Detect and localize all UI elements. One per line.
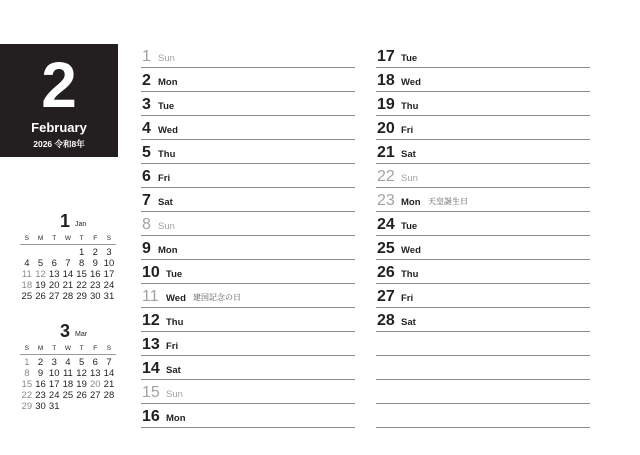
mini-date: 23 [35, 390, 46, 401]
weekday-label: Sat [166, 365, 181, 376]
day-row [141, 92, 355, 116]
day-number: 8 [142, 216, 151, 233]
day-number: 1 [142, 48, 151, 65]
mini-date: 24 [48, 390, 60, 401]
mini-date: 19 [35, 280, 46, 291]
weekday-label: Sun [158, 221, 175, 232]
mini-weekday-label: W [64, 345, 71, 352]
day-row [376, 164, 590, 188]
weekday-label: Tue [166, 269, 183, 280]
day-number: 11 [142, 288, 159, 305]
mini-date: 29 [76, 291, 87, 302]
day-row [141, 404, 355, 428]
mini-date [20, 247, 34, 258]
month-header [0, 44, 118, 157]
day-row [141, 68, 355, 92]
mini-weekday-label: S [24, 345, 30, 352]
weekday-label: Sat [401, 149, 416, 160]
day-number: 20 [377, 120, 395, 137]
mini-date: 1 [24, 357, 30, 368]
day-number: 15 [142, 384, 160, 401]
mini-weekday-label: T [52, 345, 57, 352]
mini-date: 17 [48, 379, 60, 390]
weekday-label: Tue [401, 53, 418, 64]
day-row [376, 308, 590, 332]
mini-date: 26 [35, 291, 46, 302]
day-row [141, 164, 355, 188]
weekday-label: Thu [401, 101, 419, 112]
year: 2026 [33, 139, 53, 149]
day-number: 9 [142, 240, 151, 257]
weekday-label: Sun [158, 53, 175, 64]
weekday-label: Wed [166, 293, 186, 304]
mini-date: 25 [62, 390, 74, 401]
mini-week-row [20, 258, 116, 269]
mini-weekday-label: T [52, 235, 57, 242]
day-number: 3 [142, 96, 151, 113]
mini-weekday-label: M [37, 345, 44, 352]
mini-week-row [20, 357, 116, 368]
blank-day-row [376, 332, 590, 356]
day-row [141, 236, 355, 260]
mini-month-abbr: Mar [75, 331, 88, 338]
day-number: 22 [377, 168, 395, 185]
mini-date: 18 [21, 280, 33, 291]
day-number: 21 [377, 144, 395, 161]
weekday-label: Sun [401, 173, 418, 184]
weekday-label: Fri [158, 173, 171, 184]
day-number: 17 [377, 48, 395, 65]
mini-date: 12 [35, 269, 46, 280]
weekday-label: Fri [401, 125, 414, 136]
mini-date [61, 247, 75, 258]
mini-date: 19 [76, 379, 87, 390]
mini-date: 1 [78, 247, 85, 258]
weekday-label: Sat [158, 197, 173, 208]
mini-date: 12 [76, 368, 87, 379]
mini-calendar-january [20, 211, 116, 302]
day-number: 4 [142, 120, 151, 137]
day-row [141, 380, 355, 404]
era-year: 令和8年 [54, 139, 85, 149]
mini-date: 15 [76, 269, 87, 280]
day-number: 7 [142, 192, 151, 209]
mini-date: 4 [65, 357, 71, 368]
mini-date: 21 [62, 280, 74, 291]
mini-date: 25 [21, 291, 33, 302]
mini-date: 31 [103, 291, 115, 302]
day-row [376, 68, 590, 92]
mini-date: 29 [21, 401, 33, 412]
mini-date: 14 [103, 368, 115, 379]
mini-date: 10 [48, 368, 60, 379]
day-row [376, 92, 590, 116]
mini-date [75, 401, 89, 412]
mini-weekday-label: T [79, 345, 84, 352]
mini-date: 8 [24, 368, 30, 379]
mini-date: 5 [78, 357, 85, 368]
mini-date: 6 [51, 258, 57, 269]
mini-weekday-label: F [93, 235, 98, 242]
mini-date: 9 [92, 258, 98, 269]
mini-date: 16 [89, 269, 101, 280]
day-row [376, 116, 590, 140]
weekday-label: Mon [158, 245, 178, 256]
day-row [376, 212, 590, 236]
day-number: 14 [142, 360, 160, 377]
mini-date: 14 [62, 269, 74, 280]
day-row [376, 44, 590, 68]
mini-weekday-label: S [106, 235, 112, 242]
day-number: 24 [377, 216, 395, 233]
day-row [141, 140, 355, 164]
mini-grid [20, 344, 116, 412]
blank-day-row [376, 404, 590, 428]
mini-date [61, 401, 75, 412]
weekday-label: Wed [158, 125, 178, 136]
mini-week-row [20, 401, 116, 412]
mini-date [88, 401, 102, 412]
mini-week-row [20, 291, 116, 302]
mini-date: 13 [89, 368, 101, 379]
day-row [141, 332, 355, 356]
mini-date: 22 [21, 390, 33, 401]
mini-weekday-header [20, 234, 116, 245]
mini-date [47, 247, 61, 258]
mini-date: 4 [24, 258, 30, 269]
mini-calendar-march [20, 321, 116, 412]
mini-date: 2 [37, 357, 44, 368]
mini-date: 30 [89, 291, 101, 302]
day-row [376, 260, 590, 284]
mini-date: 16 [35, 379, 46, 390]
weekday-label: Mon [401, 197, 421, 208]
blank-day-row [376, 356, 590, 380]
day-number: 19 [377, 96, 395, 113]
mini-date: 26 [76, 390, 87, 401]
mini-week-row [20, 269, 116, 280]
day-row [376, 140, 590, 164]
day-row [141, 188, 355, 212]
day-row [141, 116, 355, 140]
mini-date: 28 [103, 390, 115, 401]
weekday-label: Mon [166, 413, 186, 424]
mini-date: 20 [48, 280, 60, 291]
mini-weekday-label: S [106, 345, 112, 352]
holiday-label: 建国記念の日 [193, 293, 241, 302]
mini-date: 30 [35, 401, 46, 412]
day-row [376, 284, 590, 308]
day-number: 5 [142, 144, 151, 161]
mini-week-row [20, 390, 116, 401]
day-row [141, 212, 355, 236]
blank-day-row [376, 380, 590, 404]
mini-weekday-label: W [64, 235, 71, 242]
mini-weekday-label: T [79, 235, 84, 242]
day-number: 28 [377, 312, 395, 329]
mini-date: 28 [62, 291, 74, 302]
day-row [141, 308, 355, 332]
mini-week-row [20, 368, 116, 379]
mini-month-number: 1 [60, 211, 71, 231]
day-number: 25 [377, 240, 395, 257]
day-number: 13 [142, 336, 160, 353]
day-row [141, 356, 355, 380]
mini-date: 18 [62, 379, 74, 390]
mini-date: 5 [37, 258, 44, 269]
weekday-label: Sun [166, 389, 183, 400]
mini-weekday-label: S [24, 235, 30, 242]
mini-date: 6 [92, 357, 98, 368]
mini-week-row [20, 379, 116, 390]
day-list-left [141, 44, 355, 428]
mini-date [102, 401, 116, 412]
mini-date: 9 [37, 368, 44, 379]
mini-weekday-header [20, 344, 116, 355]
day-row [141, 284, 355, 308]
mini-date: 27 [48, 291, 60, 302]
year-line [0, 138, 118, 150]
day-number: 18 [377, 72, 395, 89]
mini-month-number: 3 [60, 321, 71, 341]
day-row [141, 44, 355, 68]
weekday-label: Thu [401, 269, 419, 280]
mini-date: 13 [48, 269, 60, 280]
weekday-label: Fri [401, 293, 414, 304]
weekday-label: Mon [158, 77, 178, 88]
weekday-label: Fri [166, 341, 179, 352]
day-row [376, 188, 590, 212]
day-number: 26 [377, 264, 395, 281]
mini-date: 7 [65, 258, 71, 269]
mini-weekday-label: F [93, 345, 98, 352]
mini-date: 24 [103, 280, 115, 291]
month-name: February [31, 120, 87, 135]
day-number: 10 [142, 264, 160, 281]
mini-week-row [20, 247, 116, 258]
mini-date: 17 [103, 269, 115, 280]
mini-date: 21 [103, 379, 115, 390]
day-number: 16 [142, 408, 160, 425]
weekday-label: Tue [401, 221, 418, 232]
mini-date: 27 [89, 390, 101, 401]
day-number: 12 [142, 312, 160, 329]
mini-grid [20, 234, 116, 302]
day-row [141, 260, 355, 284]
mini-month-abbr: Jan [75, 221, 87, 228]
day-list-right [376, 44, 590, 428]
mini-date: 3 [106, 247, 112, 258]
mini-date: 10 [103, 258, 115, 269]
mini-date: 11 [21, 269, 32, 280]
mini-weekday-label: M [37, 235, 44, 242]
weekday-label: Wed [401, 77, 421, 88]
month-number: 2 [41, 49, 77, 121]
day-row [376, 236, 590, 260]
mini-date: 8 [78, 258, 85, 269]
day-number: 2 [142, 72, 151, 89]
day-number: 6 [142, 168, 151, 185]
weekday-label: Thu [158, 149, 176, 160]
weekday-label: Wed [401, 245, 421, 256]
mini-date: 7 [106, 357, 112, 368]
weekday-label: Sat [401, 317, 416, 328]
day-number: 27 [377, 288, 395, 305]
mini-date: 31 [48, 401, 60, 412]
mini-date: 15 [21, 379, 33, 390]
mini-date: 2 [92, 247, 98, 258]
mini-date: 11 [62, 368, 73, 379]
day-number: 23 [377, 192, 395, 209]
mini-date: 22 [76, 280, 87, 291]
weekday-label: Thu [166, 317, 184, 328]
mini-week-row [20, 280, 116, 291]
weekday-label: Tue [158, 101, 175, 112]
mini-date: 23 [89, 280, 101, 291]
mini-date: 20 [89, 379, 101, 390]
mini-date [34, 247, 48, 258]
holiday-label: 天皇誕生日 [428, 197, 468, 206]
mini-date: 3 [51, 357, 57, 368]
